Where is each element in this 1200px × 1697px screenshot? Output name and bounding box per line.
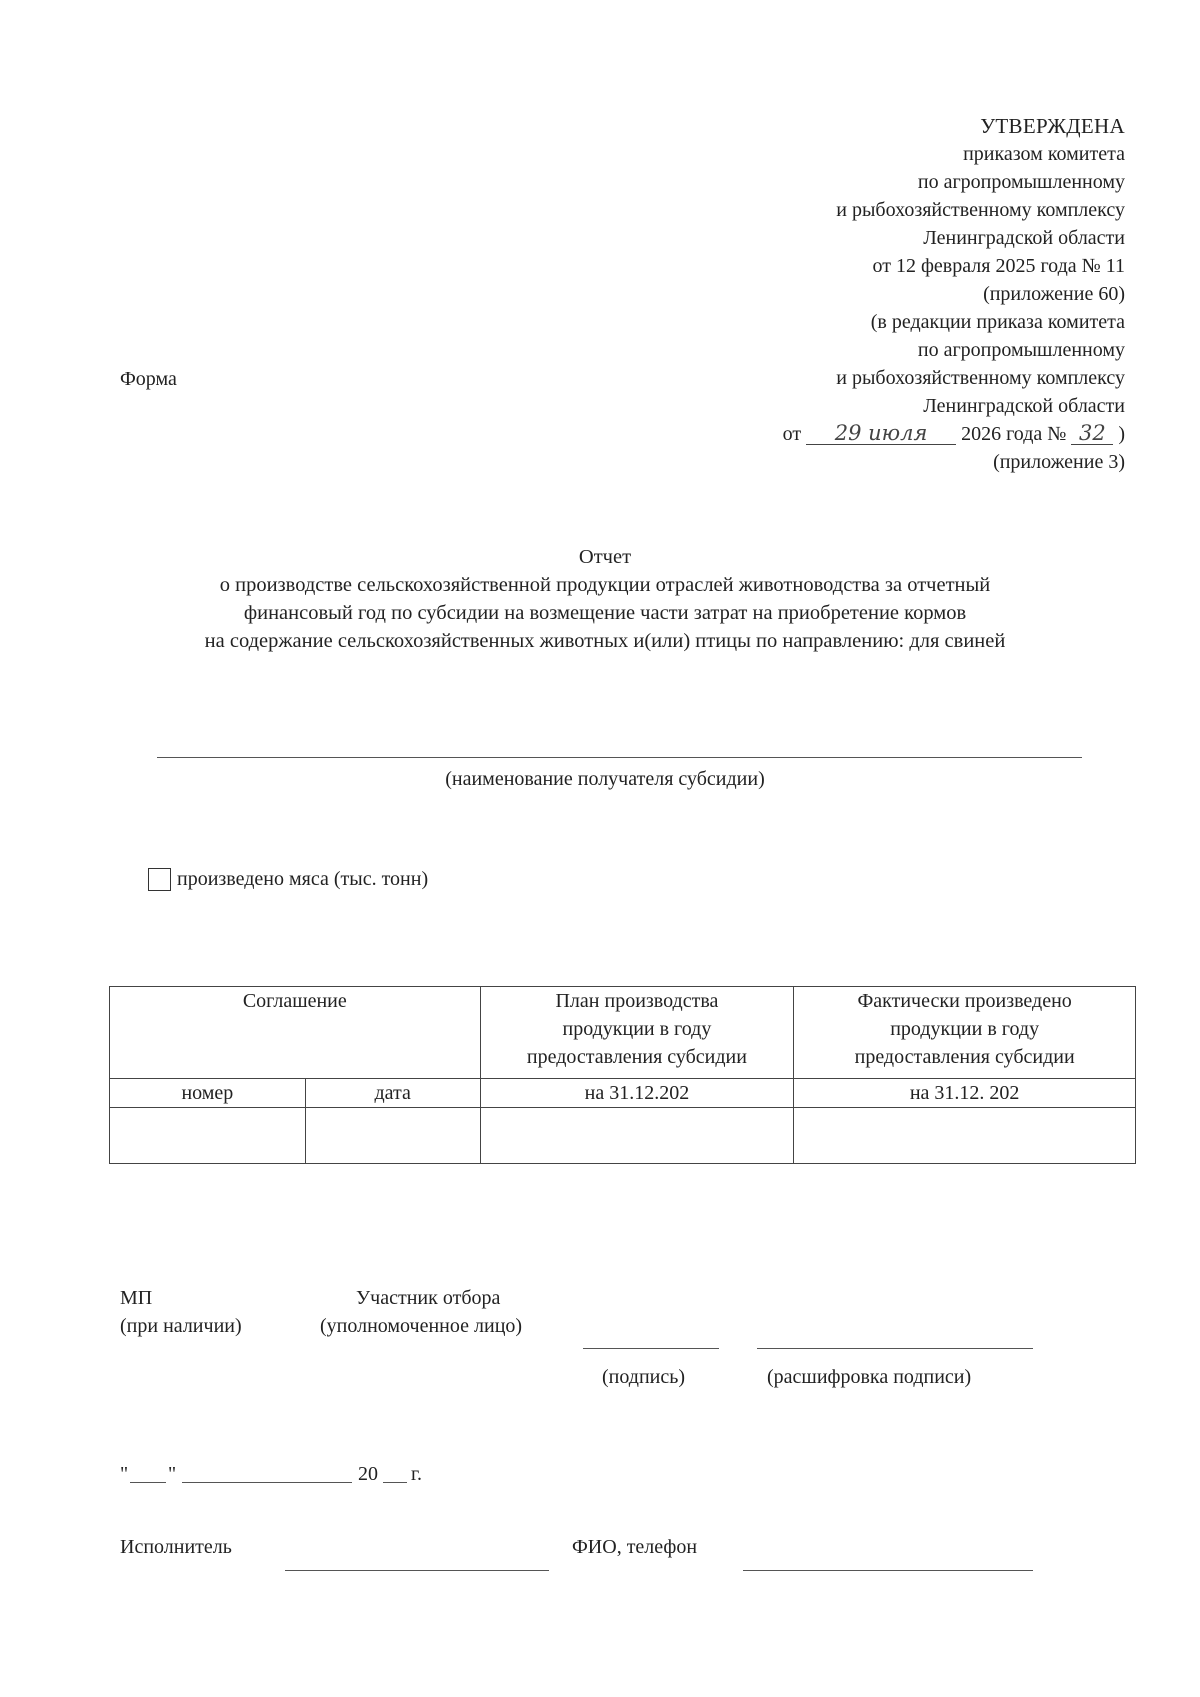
signature-line[interactable] [583, 1348, 719, 1349]
title-line: о производстве сельскохозяйственной продукции отраслей животноводства за отчетный [219, 574, 991, 596]
approval-line: (в редакции приказа комитета [870, 311, 1125, 333]
mp-label: МП [120, 1287, 153, 1309]
date-header: дата [305, 1079, 480, 1108]
fact-header-line: Фактически произведено [857, 990, 1072, 1012]
approval-line: и рыбохозяйственному комплексу [836, 199, 1125, 221]
participant-note: (уполномоченное лицо) [320, 1315, 523, 1337]
year-blank[interactable] [383, 1482, 407, 1483]
date-year: 2026 года № [961, 423, 1067, 445]
fact-header [794, 987, 1136, 1079]
executor-line[interactable] [285, 1570, 549, 1571]
fio-phone-label: ФИО, телефон [572, 1536, 698, 1558]
plan-header-line: продукции в году [562, 1018, 712, 1040]
year-suffix: г. [411, 1463, 422, 1485]
approval-line: (приложение 60) [983, 283, 1125, 305]
mp-note: (при наличии) [120, 1315, 242, 1337]
plan-cell[interactable] [480, 1108, 794, 1164]
approval-line: от 12 февраля 2025 года № 11 [872, 255, 1125, 277]
approval-line: по агропромышленному [917, 171, 1125, 193]
title-line: финансовый год по субсидии на возмещение части затрат на приобретение кормов [243, 602, 967, 624]
fio-phone-line[interactable] [743, 1570, 1033, 1571]
report-table [109, 986, 1136, 1164]
plan-header-line: предоставления субсидии [526, 1046, 747, 1068]
plan-header [480, 987, 794, 1079]
recipient-line[interactable] [157, 757, 1082, 758]
approval-block [783, 112, 1125, 476]
handwritten-number: 32 [1071, 422, 1113, 445]
approval-line: приказом комитета [963, 143, 1125, 165]
signature-decode-line[interactable] [757, 1348, 1033, 1349]
approval-line: Ленинградской области [923, 395, 1125, 417]
executor-label: Исполнитель [120, 1536, 232, 1558]
approval-date-line [783, 420, 1125, 448]
participant-label: Участник отбора [356, 1287, 501, 1309]
decode-caption: (расшифровка подписи) [767, 1366, 972, 1388]
title-heading: Отчет [578, 546, 632, 568]
number-header: номер [110, 1079, 306, 1108]
approval-appendix: (приложение 3) [993, 451, 1125, 473]
checkbox-label: произведено мяса (тыс. тонн) [177, 868, 429, 890]
year-prefix: 20 [358, 1463, 378, 1485]
recipient-caption: (наименование получателя субсидии) [445, 768, 765, 790]
approval-title: УТВЕРЖДЕНА [980, 114, 1125, 138]
fact-cell[interactable] [794, 1108, 1136, 1164]
form-label: Форма [120, 368, 177, 390]
date-prefix: от [782, 423, 802, 445]
date-suffix: ) [1118, 423, 1125, 445]
agreement-header: Соглашение [110, 987, 481, 1079]
handwritten-date: 29 июля [806, 422, 956, 445]
approval-line: и рыбохозяйственному комплексу [836, 367, 1125, 389]
title-line: на содержание сельскохозяйственных животных и(или) птицы по направлению: для свиней [204, 630, 1006, 652]
signature-caption: (подпись) [602, 1366, 686, 1388]
approval-line: по агропромышленному [917, 339, 1125, 361]
date-open-quote: " [120, 1463, 129, 1485]
day-blank[interactable] [130, 1482, 166, 1483]
plan-header-line: План производства [555, 990, 719, 1012]
approval-line: Ленинградской области [923, 227, 1125, 249]
month-blank[interactable] [182, 1482, 352, 1483]
number-cell[interactable] [110, 1108, 306, 1164]
fact-header-line: продукции в году [890, 1018, 1040, 1040]
fact-header-line: предоставления субсидии [854, 1046, 1075, 1068]
report-title [110, 543, 1100, 655]
fact-date-header: на 31.12. 202 [794, 1079, 1136, 1108]
date-cell[interactable] [305, 1108, 480, 1164]
plan-date-header: на 31.12.202 [480, 1079, 794, 1108]
date-close-quote: " [168, 1463, 177, 1485]
meat-checkbox[interactable] [148, 868, 171, 891]
